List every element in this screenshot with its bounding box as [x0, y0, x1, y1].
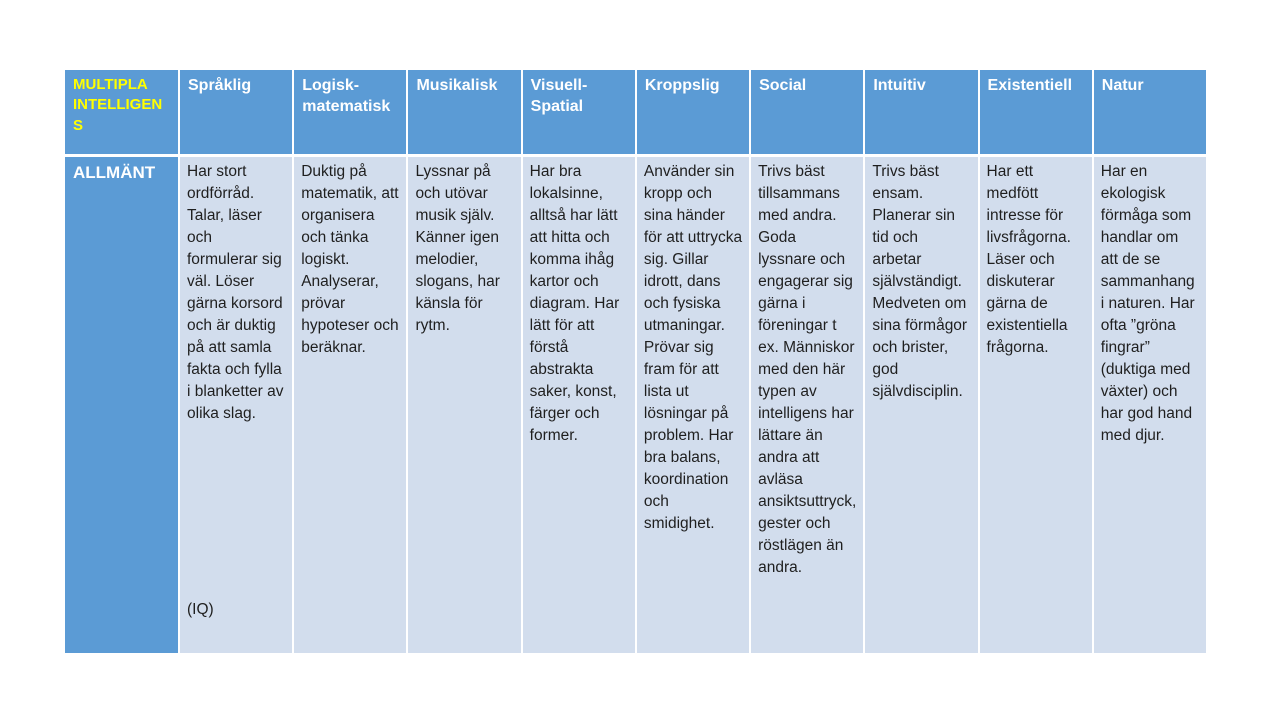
column-header-label: Kroppslig: [644, 77, 720, 94]
iq-footnote: (IQ): [187, 601, 214, 618]
cell-text: Har stort ordförråd. Talar, läser och formulerar sig väl. Löser gärna korsord och är duktig på att samla fakta och fylla i blanketter av olika slag.: [187, 163, 284, 422]
column-header-label: Natur: [1101, 77, 1144, 94]
corner-header-label: MULTIPLA INTELLIGENS: [73, 76, 163, 134]
column-header-intuitiv: [865, 70, 977, 154]
cell-natur: [1094, 157, 1206, 653]
column-header-existentiell: [980, 70, 1092, 154]
cell-text: Trivs bäst ensam. Planerar sin tid och arbetar självständigt. Medveten om sina förmågor och brister, god självdisciplin.: [872, 163, 968, 400]
cell-text: Duktig på matematik, att organisera och tänka logiskt. Analyserar, prövar hypoteser och beräknar.: [301, 163, 399, 356]
column-header-label: Logisk-matematisk: [302, 77, 391, 116]
column-header-label: Språklig: [188, 77, 252, 94]
cell-logisk-matematisk: [294, 157, 406, 653]
cell-text: Har ett medfött intresse för livsfrågorna. Läser och diskuterar gärna de existentiella frågorna.: [986, 163, 1071, 356]
cell-social: [751, 157, 863, 653]
column-header-natur: [1094, 70, 1206, 154]
cell-spraklig: [180, 157, 292, 653]
row-header-label: ALLMÄNT: [73, 163, 156, 182]
column-header-spraklig: [180, 70, 292, 154]
column-header-logisk-matematisk: [294, 70, 406, 154]
cell-musikalisk: [408, 157, 520, 653]
table-corner-header: [65, 70, 178, 154]
cell-existentiell: [980, 157, 1092, 653]
column-header-kroppslig: [637, 70, 749, 154]
cell-text: Använder sin kropp och sina händer för att uttrycka sig. Gillar idrott, dans och fysiska utmaningar. Prövar sig fram för att lista ut lösningar på problem. Har bra balans, koordination och smidighet.: [643, 163, 743, 532]
row-header-allmant: [65, 157, 178, 653]
column-header-label: Visuell-Spatial: [530, 77, 588, 116]
column-header-label: Musikalisk: [416, 77, 498, 94]
cell-kroppslig: [637, 157, 749, 653]
column-header-label: Intuitiv: [873, 77, 926, 94]
column-header-label: Existentiell: [987, 77, 1073, 94]
column-header-musikalisk: [408, 70, 520, 154]
column-header-label: Social: [759, 77, 807, 94]
cell-intuitiv: [865, 157, 977, 653]
multiple-intelligences-table: [65, 70, 1206, 653]
column-header-social: [751, 70, 863, 154]
cell-text: Lyssnar på och utövar musik själv. Känner igen melodier, slogans, har känsla för rytm.: [415, 163, 500, 334]
cell-text: Har bra lokalsinne, alltså har lätt att hitta och komma ihåg kartor och diagram. Har lätt för att förstå abstrakta saker, konst, färger och former.: [529, 163, 620, 444]
cell-text: Har en ekologisk förmåga som handlar om att de se sammanhang i naturen. Har ofta ”gröna fingrar” (duktiga med växter) och har god hand med djur.: [1100, 163, 1195, 444]
cell-visuell-spatial: [523, 157, 635, 653]
cell-text: Trivs bäst tillsammans med andra. Goda lyssnare och engagerar sig gärna i föreningar t ex. Människor med den här typen av intelligens har lättare än andra att avläsa ansiktsuttryck, gester och röstlägen än andra.: [758, 163, 857, 576]
column-header-visuell-spatial: [523, 70, 635, 154]
